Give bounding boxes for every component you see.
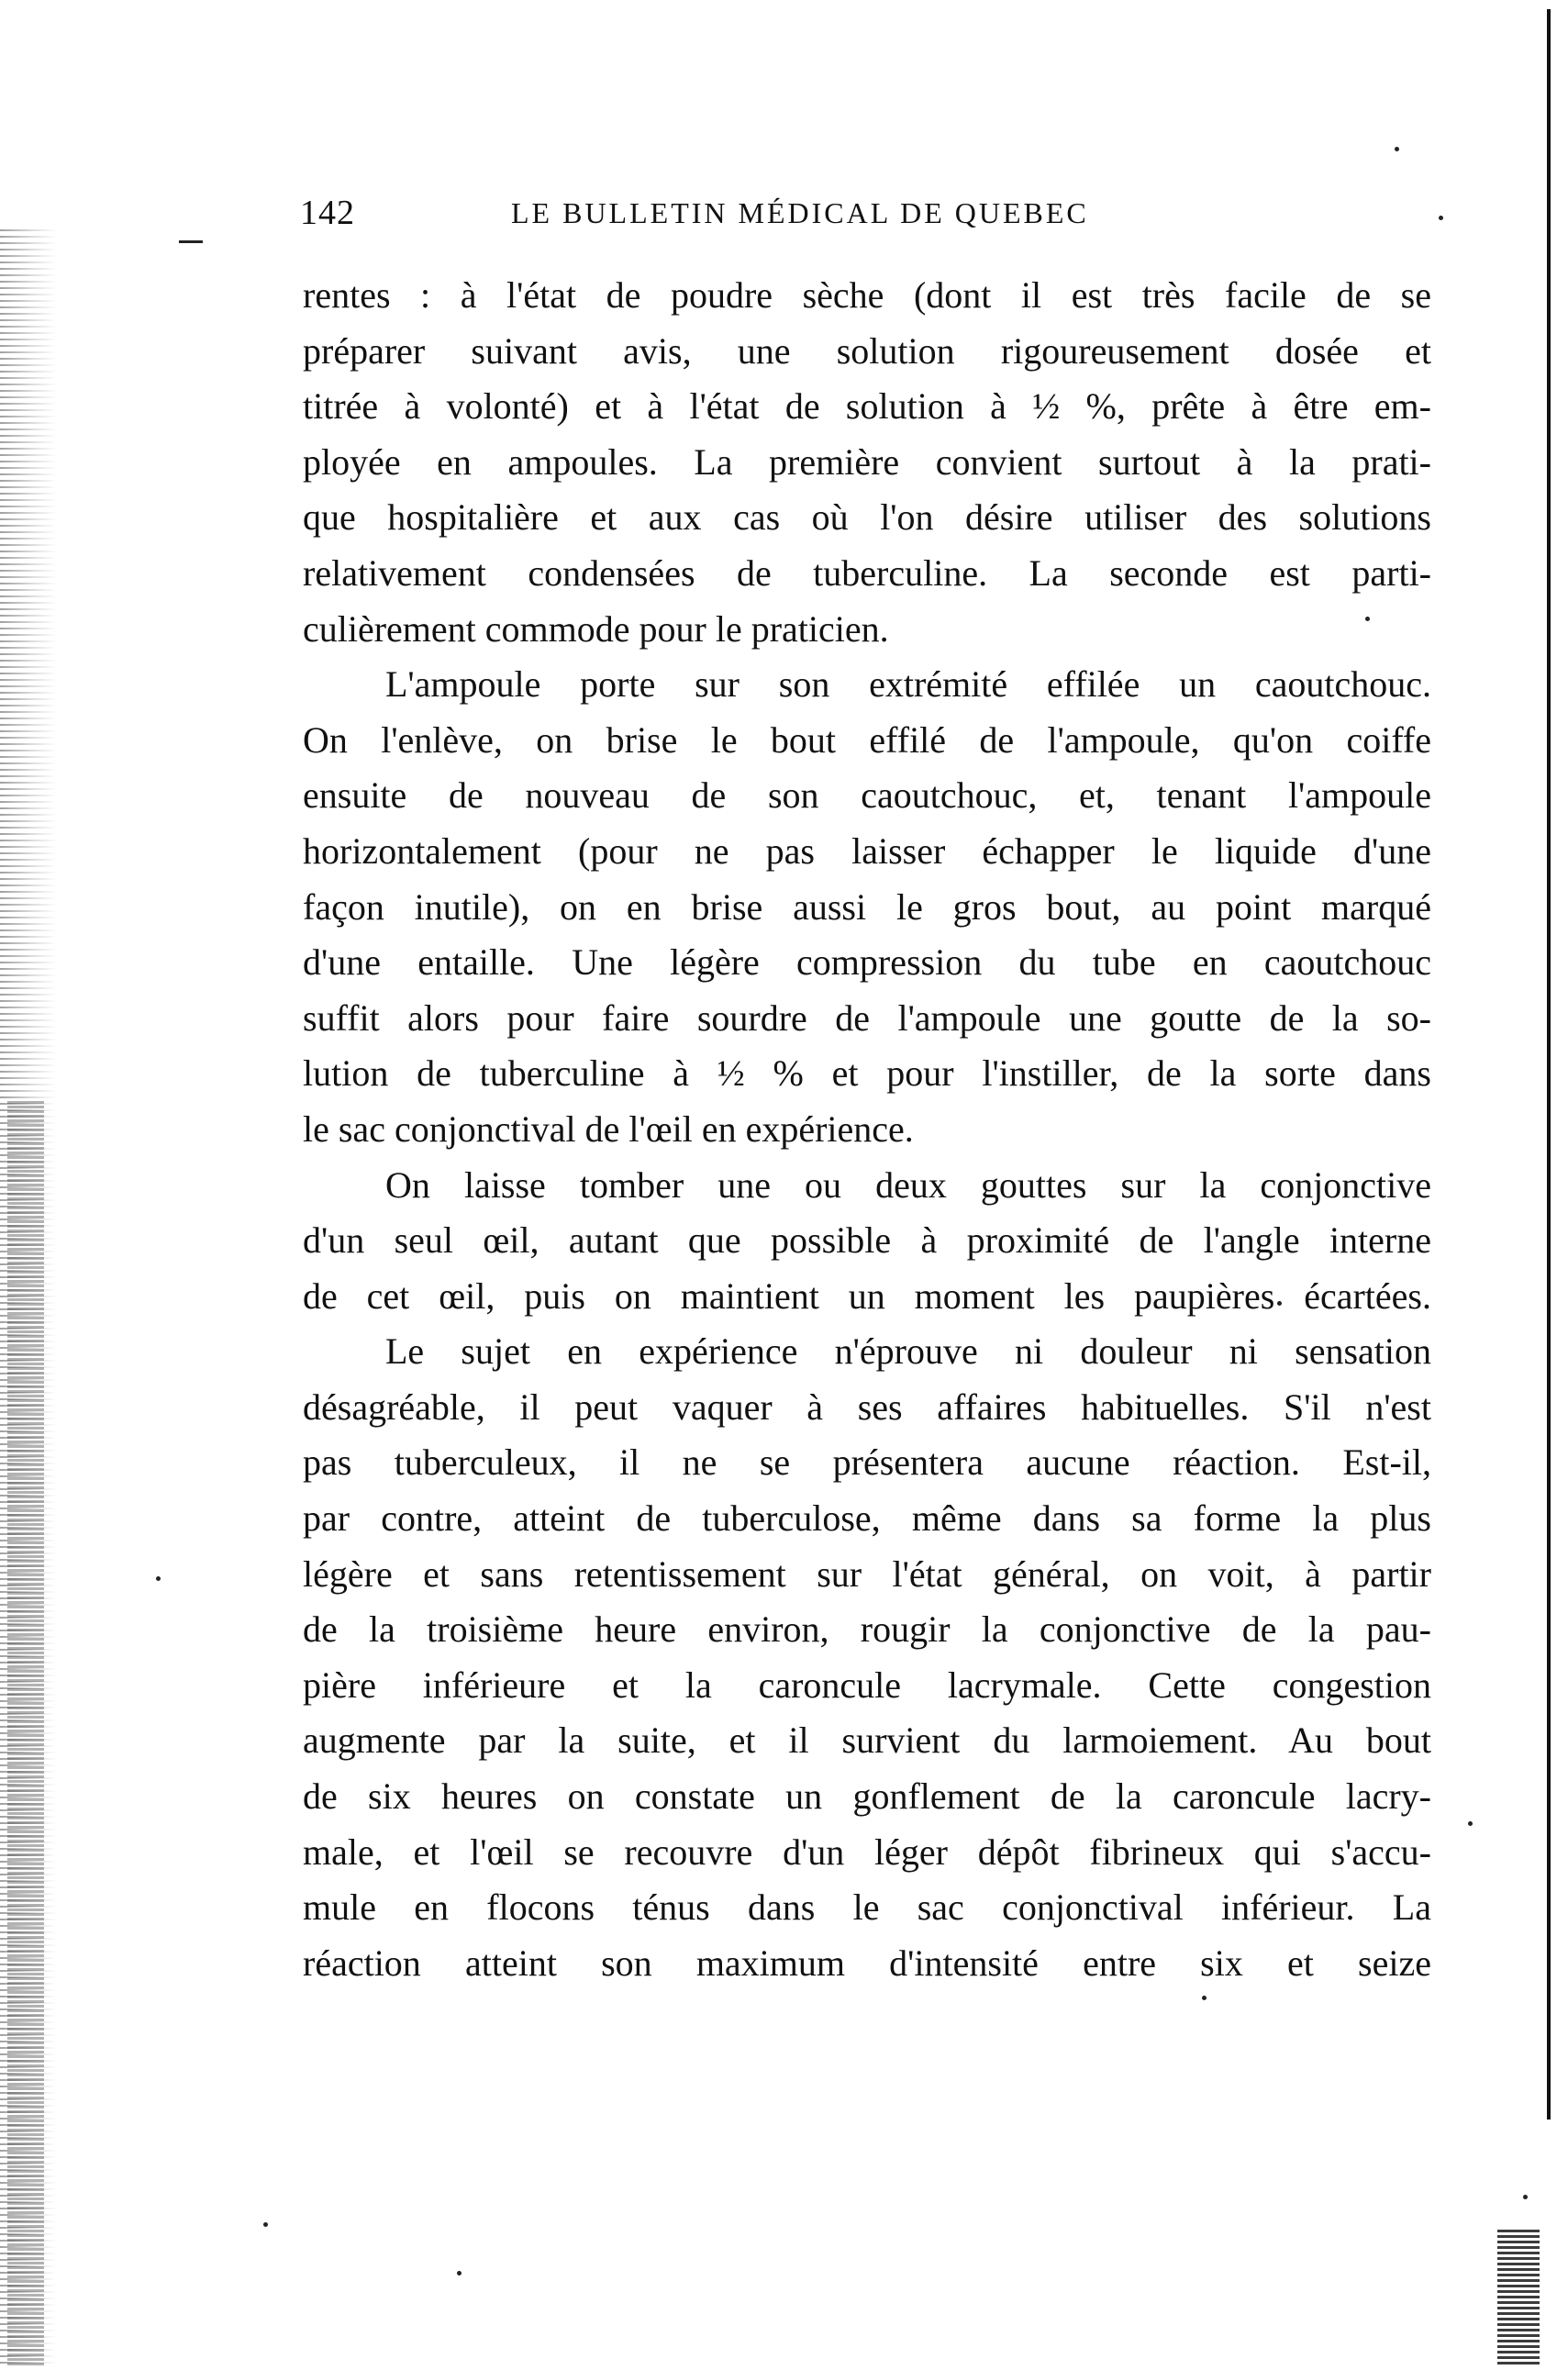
scan-speck (263, 2222, 268, 2227)
text-line: préparer suivant avis, une solution rigoureusement dosée et (303, 329, 1431, 372)
text-line: L'ampoule porte sur son extrémité effilée un caoutchouc. (385, 663, 1431, 706)
text-line: d'une entaille. Une légère compression du tube en caoutchouc (303, 941, 1431, 984)
scan-corner-noise (1497, 2230, 1540, 2367)
body-text (303, 268, 1431, 1991)
text-line: réaction atteint son maximum d'intensité entre six et seize (303, 1942, 1431, 1984)
text-line: de six heures on constate un gonflement de la caroncule lacry- (303, 1775, 1431, 1818)
journal-title: LE BULLETIN MÉDICAL DE QUEBEC (511, 196, 1089, 229)
text-line: ployée en ampoules. La première convient surtout à la prati- (303, 440, 1431, 483)
margin-dash (179, 240, 203, 243)
scan-speck (1523, 2195, 1528, 2199)
text-line: rentes : à l'état de poudre sèche (dont il est très facile de se (303, 274, 1431, 316)
scan-speck (156, 1576, 161, 1581)
text-line: de cet œil, puis on maintient un moment les paupières écartées. (303, 1274, 1431, 1317)
text-line: ensuite de nouveau de son caoutchouc, et, tenant l'ampoule (303, 774, 1431, 817)
text-line: pas tuberculeux, il ne se présentera aucune réaction. Est-il, (303, 1441, 1431, 1484)
page-number: 142 (300, 194, 355, 232)
text-line: male, et l'œil se recouvre d'un léger dépôt fibrineux qui s'accu- (303, 1830, 1431, 1873)
text-line: d'un seul œil, autant que possible à proximité de l'angle interne (303, 1219, 1431, 1262)
text-line: façon inutile), on en brise aussi le gros bout, au point marqué (303, 885, 1431, 928)
page-border-line (1547, 9, 1551, 2120)
text-line: culièrement commode pour le praticien. (303, 607, 889, 650)
scan-speck (1468, 1821, 1473, 1826)
text-line: augmente par la suite, et il survient du larmoiement. Au bout (303, 1719, 1431, 1762)
text-line: suffit alors pour faire sourdre de l'ampoule une goutte de la so- (303, 996, 1431, 1039)
text-line: désagréable, il peut vaquer à ses affaires habituelles. S'il n'est (303, 1385, 1431, 1428)
text-line: On laisse tomber une ou deux gouttes sur la conjonctive (385, 1163, 1431, 1206)
text-line: Le sujet en expérience n'éprouve ni douleur ni sensation (385, 1330, 1431, 1373)
text-line: par contre, atteint de tuberculose, même dans sa forme la plus (303, 1497, 1431, 1540)
text-line: que hospitalière et aux cas où l'on désire utiliser des solutions (303, 496, 1431, 539)
text-line: relativement condensées de tuberculine. La seconde est parti- (303, 551, 1431, 594)
text-line: légère et sans retentissement sur l'état général, on voit, à partir (303, 1552, 1431, 1595)
text-line: le sac conjonctival de l'œil en expérience. (303, 1107, 914, 1150)
running-header (300, 193, 1218, 239)
text-line: lution de tuberculine à ½ % et pour l'instiller, de la sorte dans (303, 1052, 1431, 1095)
scan-speck (457, 2271, 462, 2275)
text-line: de la troisième heure environ, rougir la conjonctive de la pau- (303, 1608, 1431, 1651)
text-line: horizontalement (pour ne pas laisser échapper le liquide d'une (303, 829, 1431, 872)
text-line: mule en flocons ténus dans le sac conjonctival inférieur. La (303, 1886, 1431, 1929)
text-line: titrée à volonté) et à l'état de solution à ½ %, prête à être em- (303, 385, 1431, 428)
scan-speck (1395, 147, 1399, 151)
scan-edge-noise (7, 1101, 44, 2367)
scan-speck (1439, 216, 1443, 220)
scan-speck (1202, 1996, 1207, 2000)
text-line: On l'enlève, on brise le bout effilé de l'ampoule, qu'on coiffe (303, 718, 1431, 761)
text-line: pière inférieure et la caroncule lacrymale. Cette congestion (303, 1663, 1431, 1706)
